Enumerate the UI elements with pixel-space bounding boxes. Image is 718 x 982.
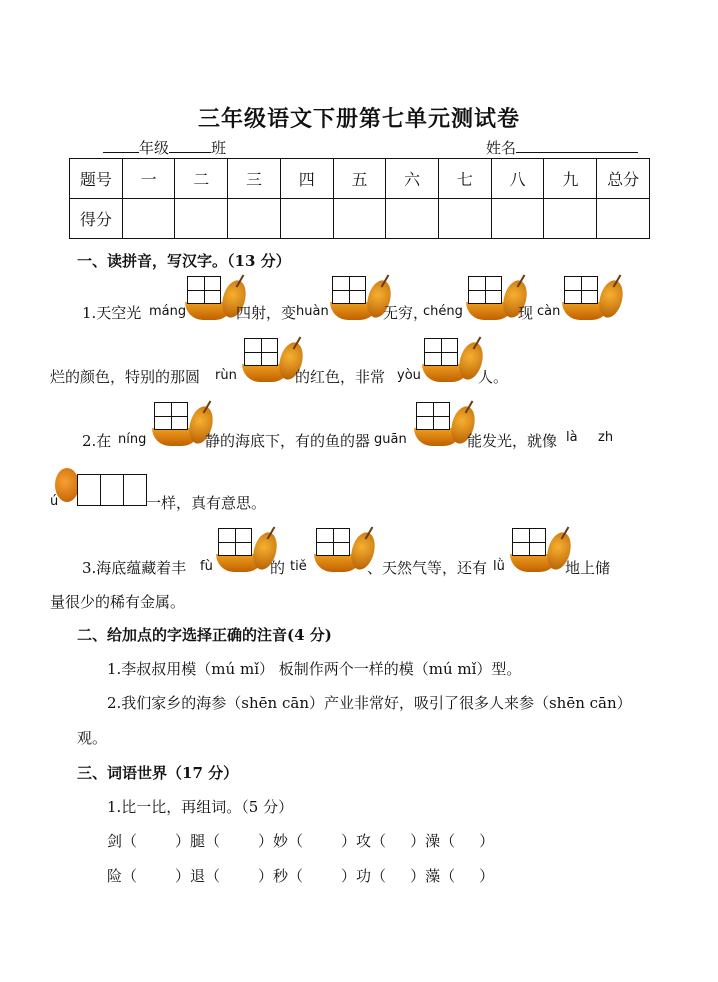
tianzige-box[interactable] [244,338,278,366]
s1-q1-text-e: 烂的颜色，特别的那圆 [50,368,201,386]
section1-heading: 一、读拼音，写汉字。（13 分） [77,252,291,270]
score-cell: 七 [439,159,492,199]
section2-heading: 二、给加点的字选择正确的注音(4 分) [77,626,332,644]
s2-q1: 1.李叔叔用模（mú mǐ） 板制作两个一样的模（mú mǐ）型。 [107,660,522,678]
pinyin: fù [200,559,213,574]
name-line [486,137,638,158]
s2-q2-end: 观。 [77,729,108,747]
compare-item: ）澡（ [410,832,456,850]
pinyin: níng [118,432,147,447]
score-input-cell[interactable] [333,199,386,239]
tianzige-box[interactable] [154,402,188,430]
tianzige-box[interactable] [187,276,221,304]
score-input-cell[interactable] [597,199,650,239]
compare-item: ）腿（ [175,832,221,850]
score-input-cell[interactable] [122,199,175,239]
compare-item: 剑（ [107,832,138,850]
compare-item: ）功（ [341,867,387,885]
compare-item: ）妙（ [258,832,304,850]
pinyin: lǜ [493,559,505,574]
score-cell: 三 [228,159,281,199]
score-row-label: 得分 [70,199,123,239]
class-info-line [103,137,226,158]
s1-q1-text-a: 1.天空光 [82,304,142,322]
s1-q3-text-d: 地上储 [565,559,611,577]
score-cell: 六 [386,159,439,199]
class-blank[interactable] [169,138,211,153]
score-table [69,158,650,239]
compare-item: ）攻（ [341,832,387,850]
tianzige-box[interactable] [424,338,458,366]
s1-q1-text-b: 四射，变 [236,304,297,322]
pinyin: máng [149,304,187,319]
section3-heading: 三、词语世界（17 分） [77,764,239,782]
s1-q1-text-d: 现 [518,304,534,322]
score-input-cell[interactable] [544,199,597,239]
pumpkin-icon [55,468,79,502]
score-header-row [70,159,650,199]
pinyin: tiě [290,559,307,574]
score-input-cell[interactable] [439,199,492,239]
tianzige-box[interactable] [332,276,366,304]
pinyin: yòu [397,368,421,383]
compare-item: ） [479,832,495,850]
s1-q3-text-c: 、天然气等，还有 [367,559,488,577]
s1-q2-text-a: 2.在 [82,432,112,450]
score-input-cell[interactable] [491,199,544,239]
score-value-row [70,199,650,239]
compare-item: ） [479,867,495,885]
score-input-cell[interactable] [175,199,228,239]
s1-q2-text-b: 静的海底下，有的鱼的器 [205,432,371,450]
score-cell: 四 [280,159,333,199]
class-label: 班 [211,139,227,157]
pinyin: rùn [215,368,237,383]
snail-answer-box[interactable] [420,338,486,382]
s2-q2: 2.我们家乡的海参（shēn cān）产业非常好，吸引了很多人来参（shēn cān） [107,694,632,712]
grade-blank[interactable] [103,138,139,153]
pinyin: ú [50,494,59,509]
score-cell: 九 [544,159,597,199]
answer-box-cell[interactable] [123,474,147,506]
s1-q2-text-d: 一样，真有意思。 [146,494,267,512]
s1-q2-text-c: 能发光，就像 [467,432,558,450]
score-cell: 五 [333,159,386,199]
s1-q3-text-a: 3.海底蕴藏着丰 [82,559,187,577]
score-input-cell[interactable] [386,199,439,239]
compare-item: ）藻（ [410,867,456,885]
tianzige-box[interactable] [512,528,546,556]
page-title: 三年级语文下册第七单元测试卷 [197,106,520,132]
score-input-cell[interactable] [280,199,333,239]
name-label: 姓名 [486,139,517,157]
compare-item: ）退（ [175,867,221,885]
compare-row-1 [107,830,494,851]
pinyin: càn [537,304,561,319]
tianzige-box[interactable] [564,276,598,304]
answer-box-cell[interactable] [100,474,124,506]
snail-answer-box[interactable] [560,276,626,320]
compare-row-2 [107,865,494,886]
score-cell: 题号 [70,159,123,199]
s1-q1-text-f: 的红色，非常 [295,368,386,386]
score-cell: 总分 [597,159,650,199]
pinyin: là [566,430,578,445]
score-cell: 二 [175,159,228,199]
s1-q3-text-e: 量很少的稀有金属。 [50,593,186,611]
s1-q1-text-g: 人。 [478,368,509,386]
pinyin: huàn [296,304,329,319]
tianzige-box[interactable] [468,276,502,304]
pinyin: guān [374,432,407,447]
compare-item: ）秒（ [258,867,304,885]
tianzige-box[interactable] [316,528,350,556]
tianzige-box[interactable] [218,528,252,556]
score-input-cell[interactable] [228,199,281,239]
s1-q1-text-c: 无穷， [383,304,429,322]
pinyin: zh [598,430,614,445]
s3-sub1: 1.比一比，再组词。（5 分） [107,798,294,816]
grade-label: 年级 [139,139,170,157]
s1-q3-text-b: 的 [270,559,286,577]
score-cell: 一 [122,159,175,199]
score-cell: 八 [491,159,544,199]
answer-box-row[interactable] [78,474,147,506]
compare-item: 险（ [107,867,138,885]
tianzige-box[interactable] [416,402,450,430]
answer-box-cell[interactable] [77,474,101,506]
pinyin: chéng [423,304,463,319]
name-blank[interactable] [516,138,638,153]
